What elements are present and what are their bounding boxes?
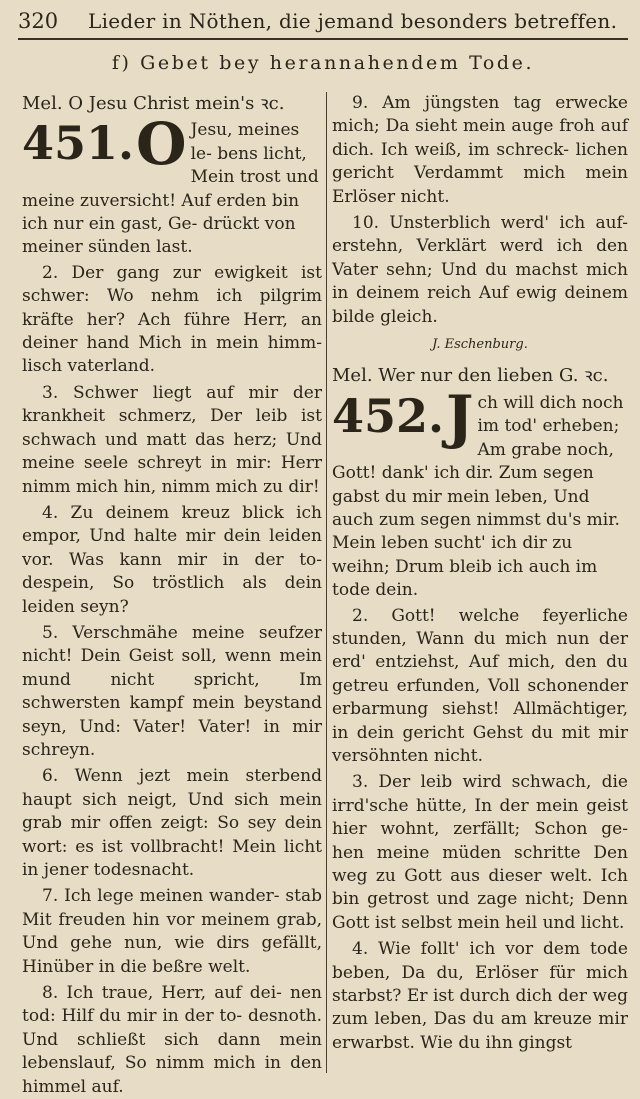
drop-cap: J	[446, 391, 474, 451]
verse-2: 2. Gott! welche feyerliche stunden, Wann du mich nun der erd' entziehst, Auf mich, den du getreu erfunden, Voll schonender erbarmung siehst! Allmächtiger, in dein gericht Gehst du mit mir versöhnten nicht.	[332, 605, 628, 766]
right-column	[332, 92, 628, 1081]
melody-line: Mel. O Jesu Christ mein's ꝛc.	[22, 93, 285, 114]
author-credit: J. Eschenburg.	[432, 337, 528, 353]
verse-10: 10. Unsterblich werd' ich auf- erstehn, Verklärt werd ich den Vater sehn; Und du machst mich in deinem reich Auf ewig deinem bilde gleich.	[332, 213, 628, 327]
page-header	[18, 4, 628, 40]
section-title: f) Gebet bey herannahendem Tode.	[111, 52, 535, 74]
verse-8: 8. Ich traue, Herr, auf dei- nen tod: Hilf du mir in der to- desnoth. Und schließt sich dann mein lebenslauf, So nimm mich in den himmel auf.	[22, 983, 322, 1097]
verse-9: 9. Am jüngsten tag erwecke mich; Da sieht mein auge froh auf dich. Ich weiß, im schreck- lichen gericht Verdammt mich mein Erlöser nicht.	[332, 93, 628, 207]
verse-5: 5. Verschmähe meine seufzer nicht! Dein Geist soll, wenn mein mund nicht spricht, Im schwersten kampf mein beystand seyn, Und: Vater! Vater! in mir schreyn.	[22, 622, 322, 760]
left-column	[22, 92, 322, 1097]
verse-1: Jesu, meines le- bens licht, Mein trost und meine zuversicht! Auf erden bin ich nur ein gast, Ge- drückt von meiner sünden last.	[22, 120, 319, 258]
verse-1: ch will dich noch im tod' erheben; Am grabe noch, Gott! dank' ich dir. Zum segen gabst du mir mein leben, Und auch zum segen nimmst du's mir. Mein leben sucht' ich dir zu weihn; Drum bleib ich auch im tode dein.	[332, 392, 624, 601]
verse-3: 3. Der leib wird schwach, die irrd'sche hütte, In der mein geist hier wohnt, zerfällt; Schon ge- hen meine müden schritte Den weg zu Gott aus dieser welt. Ich bin getrost und zage nicht; Denn Gott ist selbst mein heil und licht.	[332, 772, 628, 933]
verse-6: 6. Wenn jezt mein sterbend haupt sich neigt, Und sich mein grab mir offen zeigt: So sey dein wort: es ist vollbracht! Mein licht in jener todesnacht.	[22, 766, 322, 880]
verse-3: 3. Schwer liegt auf mir der krankheit schmerz, Der leib ist schwach und matt das herz; Und meine seele schreyt in mir: Herr nimm mich hin, nimm mich zu dir!	[22, 382, 322, 497]
hymn-451-start	[22, 119, 322, 259]
hymn-number: 451.	[22, 119, 135, 171]
verse-2: 2. Der gang zur ewigkeit ist schwer: Wo nehm ich pilgrim kräfte her? Ach führe Herr, an deiner hand Mich in mein himm- lisch vaterland.	[22, 262, 322, 377]
verse-4: 4. Zu deinem kreuz blick ich empor, Und halte mir dein leiden vor. Was kann mir in der to- despein, So tröstlich als dein leiden seyn?	[22, 502, 322, 617]
running-title: Lieder in Nöthen, die jemand besonders betreffen.	[88, 9, 618, 33]
hymn-number: 452.	[332, 391, 445, 443]
column-divider	[326, 92, 327, 1073]
page-number: 320	[18, 9, 59, 33]
hymn-452-start	[332, 392, 628, 603]
melody-line: Mel. Wer nur den lieben G. ꝛc.	[332, 365, 609, 387]
verse-4: 4. Wie follt' ich vor dem tode beben, Da du, Erlöser für mich starbst? Er ist durch dich der weg zum leben, Das du am kreuze mir erwarbst. Wie du ihn gingst	[332, 939, 628, 1053]
drop-cap: O	[136, 119, 187, 179]
verse-7: 7. Ich lege meinen wander- stab Mit freuden hin vor meinem grab, Und gehe nun, wie dirs gefällt, Hinüber in die beßre welt.	[22, 886, 322, 977]
